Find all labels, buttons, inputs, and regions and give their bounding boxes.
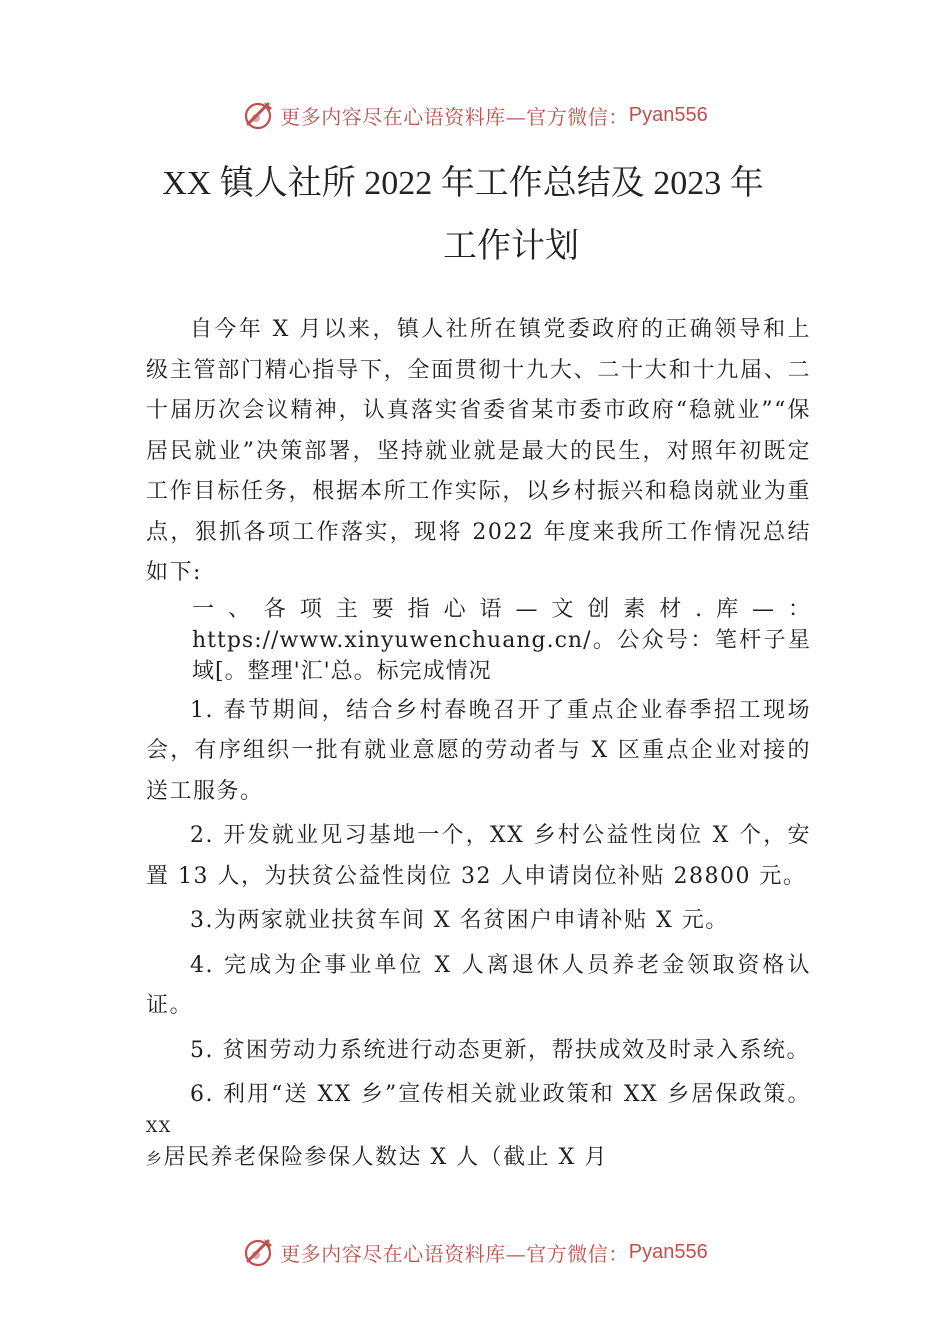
item6-main: 6. 利用“送 XX 乡”宣传相关就业政策和 XX 乡居保政策。 (190, 1082, 811, 1107)
list-item: 4. 完成为企事业单位 X 人离退休人员养老金领取资格认证。 (146, 952, 811, 1018)
pen-seal-logo-icon (242, 1235, 276, 1269)
pen-seal-logo-icon (242, 98, 276, 132)
item6-small: XX (146, 1117, 172, 1136)
list-item: 3.为两家就业扶贫车间 X 名贫困户申请补贴 X 元。 (190, 908, 729, 933)
list-item-6 (146, 1079, 811, 1174)
banner-text: 更多内容尽在心语资料库—官方微信： (280, 1241, 629, 1266)
list-item: 5. 贫困劳动力系统进行动态更新，帮扶成效及时录入系统。 (190, 1037, 810, 1063)
section1-heading: 一、各项主要指心语—文创素材.库—：https://www.xinyuwenchuang.cn/。公众号：笔杆子星域[。整理'汇'总。标完成情况 (192, 596, 811, 684)
banner-wechat-id: Pyan556 (628, 103, 708, 126)
list-item: 1. 春节期间，结合乡村春晚召开了重点企业春季招工现场会，有序组织一批有就业意愿的劳动者与 X 区重点企业对接的送工服务。 (146, 697, 811, 804)
header-watermark-banner (0, 95, 950, 135)
document-title-line2: 工作计划 (443, 228, 579, 265)
item6-small-2: 乡 (146, 1149, 164, 1168)
document-body (146, 310, 811, 1174)
banner-wechat-id: Pyan556 (628, 1240, 708, 1263)
intro-paragraph: 自今年 X 月以来，镇人社所在镇党委政府的正确领导和上级主管部门精心指导下，全面贯彻十九大、二十大和十九届、二十届历次会议精神，认真落实省委省某市委市政府“稳就业”“保居民就业”决策部署，坚持就业就是最大的民生，对照年初既定工作目标任务，根据本所工作实际，以乡村振兴和稳岗就业为重点，狠抓各项工作落实，现将 2022 年度来我所工作情况总结如下: (146, 317, 811, 585)
item6-tail: 居民养老保险参保人数达 X 人（截止 X 月 (163, 1145, 608, 1170)
document-title-line1: XX 镇人社所 2022 年工作总结及 2023 年 (162, 165, 764, 202)
list-item: 2. 开发就业见习基地一个，XX 乡村公益性岗位 X 个，安置 13 人，为扶贫公益性岗位 32 人申请岗位补贴 28800 元。 (146, 823, 811, 889)
footer-watermark-banner (0, 1232, 950, 1272)
banner-text: 更多内容尽在心语资料库—官方微信： (280, 104, 629, 129)
